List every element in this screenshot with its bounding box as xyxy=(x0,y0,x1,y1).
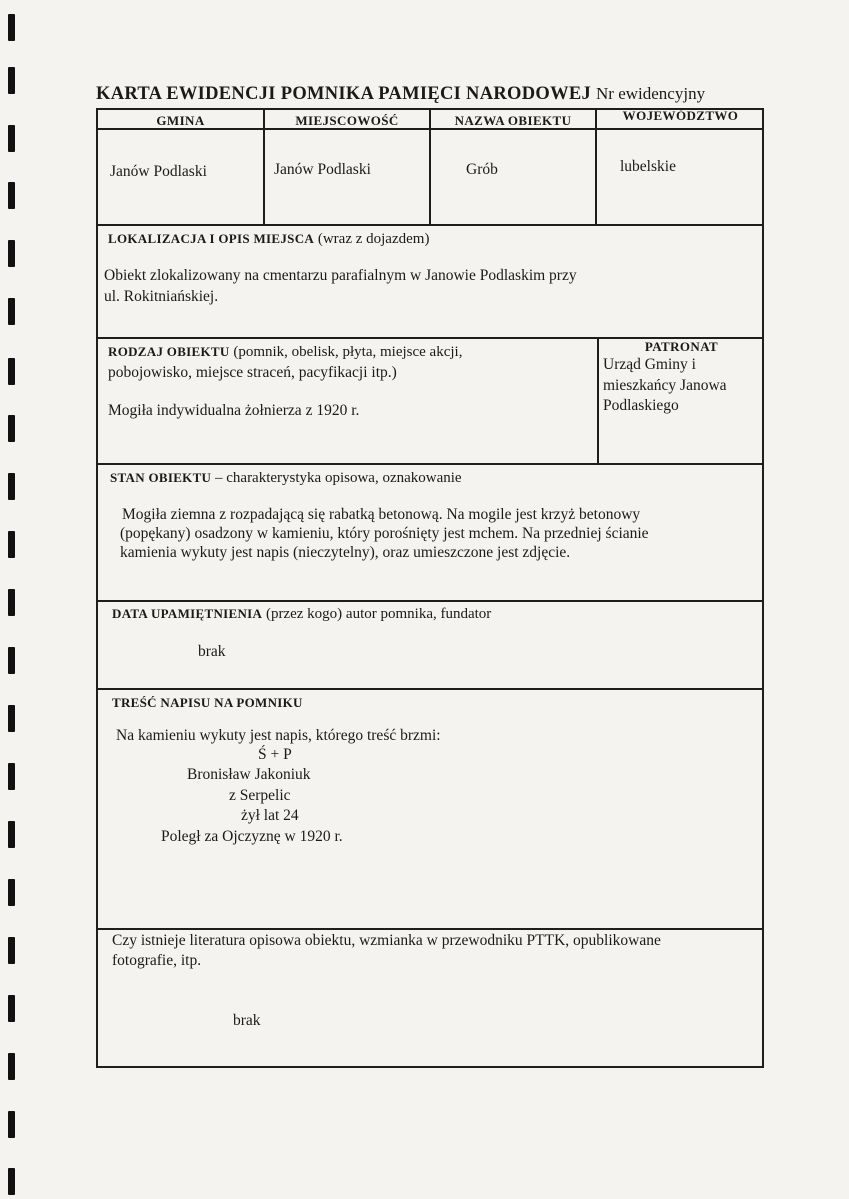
value-wojewodztwo: lubelskie xyxy=(620,158,676,175)
record-card xyxy=(96,108,764,1068)
inscription-line-3: z Serpelic xyxy=(229,787,291,804)
binder-hole xyxy=(8,182,15,209)
binder-hole xyxy=(8,415,15,442)
binder-hole xyxy=(8,14,15,41)
value-nazwa-obiektu: Grób xyxy=(466,161,498,178)
binder-hole xyxy=(8,531,15,558)
binder-hole xyxy=(8,705,15,732)
section-divider xyxy=(98,224,762,226)
rodzaj-value: Mogiła indywidualna żołnierza z 1920 r. xyxy=(108,402,360,419)
stan-label-note: – charakterystyka opisowa, oznakowanie xyxy=(211,470,462,486)
data-upamietnienia-label xyxy=(112,606,491,623)
patronat-label: PATRONAT xyxy=(644,339,719,354)
data-upamietnienia-label-note: (przez kogo) autor pomnika, fundator xyxy=(262,606,492,622)
binder-hole xyxy=(8,1168,15,1195)
value-gmina: Janów Podlaski xyxy=(110,163,207,180)
stan-line-1: Mogiła ziemna z rozpadającą się rabatką betonową. Na mogile jest krzyż betonowy xyxy=(122,506,641,523)
lokalizacja-label-note: (wraz z dojazdem) xyxy=(314,231,430,247)
tresc-label: TREŚĆ NAPISU NA POMNIKU xyxy=(112,695,303,710)
literatura-question-line-2: fotografie, itp. xyxy=(112,952,202,969)
data-upamietnienia-value: brak xyxy=(198,643,226,660)
data-upamietnienia-label-text: DATA UPAMIĘTNIENIA xyxy=(112,606,263,621)
tresc-intro: Na kamieniu wykuty jest napis, którego treść brzmi: xyxy=(116,727,441,744)
lokalizacja-label-text: LOKALIZACJA I OPIS MIEJSCA xyxy=(108,231,315,246)
binder-hole xyxy=(8,995,15,1022)
section-divider xyxy=(98,928,762,930)
nr-ewidencyjny-label: Nr ewidencyjny xyxy=(596,84,706,103)
inscription-line-5: Poległ za Ojczyznę w 1920 r. xyxy=(161,828,343,845)
binder-hole xyxy=(8,763,15,790)
patronat-line-2: mieszkańcy Janowa xyxy=(603,377,727,394)
literatura-question-line-1: Czy istnieje literatura opisowa obiektu, wzmianka w przewodniku PTTK, opublikowane xyxy=(112,932,661,949)
lokalizacja-line-2: ul. Rokitniańskiej. xyxy=(104,288,219,305)
stan-label xyxy=(110,470,462,487)
binder-hole xyxy=(8,240,15,267)
rodzaj-label-note-2: pobojowisko, miejsce straceń, pacyfikacji itp.) xyxy=(108,364,397,381)
patronat-line-1: Urząd Gminy i xyxy=(603,356,696,373)
patronat-line-3: Podlaskiego xyxy=(603,397,679,414)
stan-line-2: (popękany) osadzony w kamieniu, który porośnięty jest mchem. Na przedniej ścianie xyxy=(120,525,649,542)
lokalizacja-label xyxy=(108,231,429,248)
binder-hole xyxy=(8,125,15,152)
literatura-value: brak xyxy=(233,1012,261,1029)
document-title xyxy=(96,84,705,105)
inscription-line-1: Ś + P xyxy=(258,746,292,763)
section-divider xyxy=(98,688,762,690)
header-wojewodztwo: WOJEWÓDZTWO xyxy=(622,108,739,123)
rodzaj-label xyxy=(108,344,462,361)
section-divider xyxy=(98,600,762,602)
header-nazwa-obiektu: NAZWA OBIEKTU xyxy=(454,113,572,128)
title-text: KARTA EWIDENCJI POMNIKA PAMIĘCI NARODOWEJ xyxy=(96,84,592,104)
binder-hole xyxy=(8,473,15,500)
header-gmina: GMINA xyxy=(156,113,205,128)
binder-hole xyxy=(8,879,15,906)
stan-label-text: STAN OBIEKTU xyxy=(110,470,212,485)
binder-hole xyxy=(8,589,15,616)
header-miejscowosc: MIEJSCOWOŚĆ xyxy=(295,113,399,128)
patronat-divider xyxy=(597,337,599,463)
binder-hole xyxy=(8,358,15,385)
inscription-line-4: żył lat 24 xyxy=(241,807,299,824)
stan-line-3: kamienia wykuty jest napis (nieczytelny), oraz umieszczone jest zdjęcie. xyxy=(120,544,571,561)
binder-hole xyxy=(8,67,15,94)
value-miejscowosc: Janów Podlaski xyxy=(274,161,371,178)
inscription-line-2: Bronisław Jakoniuk xyxy=(187,766,311,783)
section-divider xyxy=(98,463,762,465)
binder-hole xyxy=(8,937,15,964)
rodzaj-label-text: RODZAJ OBIEKTU xyxy=(108,344,230,359)
binder-hole xyxy=(8,821,15,848)
binder-hole xyxy=(8,1111,15,1138)
lokalizacja-line-1: Obiekt zlokalizowany na cmentarzu parafialnym w Janowie Podlaskim przy xyxy=(104,267,577,284)
binder-hole xyxy=(8,1053,15,1080)
binder-hole xyxy=(8,647,15,674)
rodzaj-label-note: (pomnik, obelisk, płyta, miejsce akcji, xyxy=(229,344,463,360)
binder-hole xyxy=(8,298,15,325)
